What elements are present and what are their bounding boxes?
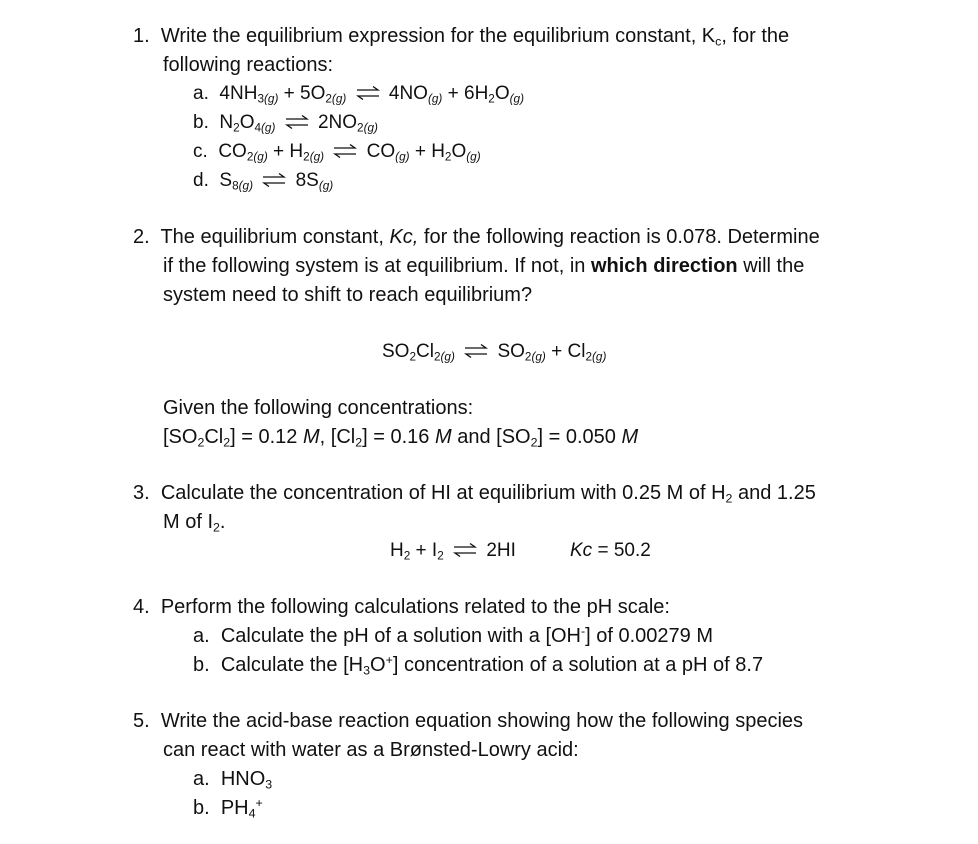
- q3-number: 3.: [133, 482, 150, 504]
- q4-b-end: ] concentration of a solution at a pH of 8.7: [392, 654, 764, 676]
- q1-part-d: d. $S_{8(g)}$ $8S_{(g)}$: [193, 170, 334, 193]
- q3-kc-value: = 50.2: [592, 540, 651, 561]
- q2-concentrations: $[SO_2Cl_2] = 0.12$ M, $[Cl_2] = 0.16$ M and $[SO_2] = 0.050$ M: [163, 426, 639, 450]
- q5-number: 5.: [133, 710, 150, 732]
- q1-a-r0: 4NH: [219, 83, 258, 104]
- q5-a-text: HNO: [220, 768, 266, 790]
- q2-line2-b: will the: [737, 255, 805, 277]
- q3-line1-end: and 1.25: [732, 482, 816, 504]
- q2-line2: [163, 252, 804, 280]
- q5-line2: can react with water as a Brønsted-Lowry acid:: [163, 739, 579, 761]
- q5-b-text: PH: [220, 797, 249, 819]
- q5-b-sub: 4: [248, 806, 256, 821]
- q2-kc: Kc,: [389, 226, 419, 248]
- q5-part-a: [193, 765, 272, 793]
- q1-line1: [133, 22, 789, 50]
- q2-given-label: Given the following concentrations:: [163, 397, 474, 419]
- q1-number: 1.: [133, 25, 150, 47]
- q3-line1-sub: 2: [725, 491, 733, 506]
- q4-line1-text: Perform the following calculations related to the pH scale:: [160, 596, 670, 618]
- q1-a-r5: (g): [331, 92, 347, 106]
- q4-part-a: [193, 622, 713, 650]
- q1-a-products: [389, 83, 524, 104]
- q2-number: 2.: [133, 226, 150, 248]
- q4-b-sup: +: [385, 653, 393, 668]
- q3-line2-end: .: [219, 511, 226, 533]
- equilibrium-arrow-icon: [261, 173, 287, 187]
- q5-line1-text: Write the acid-base reaction equation showing how the following species: [160, 710, 804, 732]
- equilibrium-arrow-icon: [284, 115, 310, 129]
- q5-part-b: [193, 794, 263, 822]
- q4-number: 4.: [133, 596, 150, 618]
- q1-a-p4: O: [494, 83, 510, 104]
- q1-c-label: c.: [193, 141, 208, 162]
- q3-line1: [133, 479, 816, 507]
- equilibrium-arrow-icon: [452, 543, 478, 557]
- q3-line2-text: M of I: [163, 511, 214, 533]
- q1-a-r2: (g): [263, 92, 279, 106]
- q1-a-r4: 2: [325, 92, 332, 106]
- q5-a-sub: 3: [265, 777, 273, 792]
- equilibrium-arrow-icon: [463, 344, 489, 358]
- q4-b-text: Calculate the [H: [220, 654, 364, 676]
- q1-part-a: [193, 80, 524, 108]
- q3-kc: [570, 537, 651, 565]
- q4-part-b: [193, 651, 763, 679]
- q1-a-r3: + 5O: [278, 83, 326, 104]
- q1-a-p0: 4NO: [388, 83, 428, 104]
- q1-a-p3: 2: [488, 92, 495, 106]
- q2-line3: system need to shift to reach equilibrium?: [163, 284, 533, 306]
- q1-b-label: b.: [193, 112, 209, 133]
- q1-a-p1: (g): [427, 92, 443, 106]
- q4-b-mid: O: [370, 654, 386, 676]
- equilibrium-arrow-icon: [355, 86, 381, 100]
- q1-part-b: b. $N_2O_{4(g)}$ $2NO_{2(g)}$: [193, 112, 378, 135]
- q4-a-sup: -: [581, 624, 586, 639]
- q2-line2-a: if the following system is at equilibrium. If not, in: [163, 255, 591, 277]
- q2-line1: [133, 223, 820, 251]
- q4-b-label: b.: [193, 654, 210, 676]
- q3-reaction: $H_2 + I_2$ 2HI: [390, 540, 516, 563]
- q1-d-label: d.: [193, 170, 209, 191]
- q4-line1: [133, 593, 670, 621]
- q1-text: Write the equilibrium expression for the equilibrium constant, K: [160, 25, 716, 47]
- q5-b-label: b.: [193, 797, 210, 819]
- q1-a-p5: (g): [509, 92, 525, 106]
- q4-b-sub: 3: [363, 663, 371, 678]
- q2-line1-b: for the following reaction is 0.078. Determine: [418, 226, 820, 248]
- q3-line2-sub: 2: [213, 520, 220, 535]
- q5-b-sup: +: [255, 796, 263, 811]
- q1-text-end: , for the: [721, 25, 790, 47]
- q1-line2: following reactions:: [163, 54, 334, 76]
- q3-kc-label: Kc: [570, 540, 593, 561]
- q2-bold-direction: which direction: [590, 255, 738, 277]
- q3-line1-text: Calculate the concentration of HI at equilibrium with 0.25 M of H: [160, 482, 726, 504]
- q4-a-label: a.: [193, 625, 210, 647]
- q4-a-text: Calculate the pH of a solution with a [OH: [220, 625, 581, 647]
- q1-kc-sub: c: [715, 34, 722, 49]
- equilibrium-arrow-icon: [332, 144, 358, 158]
- q2-reaction: $SO_2Cl_{2(g)}$ $SO_{2(g)} + Cl_{2(g)}$: [382, 341, 607, 364]
- q4-a-end: ] of 0.00279 M: [585, 625, 714, 647]
- q5-a-label: a.: [193, 768, 210, 790]
- q2-line1-a: The equilibrium constant,: [160, 226, 390, 248]
- q1-a-label: a.: [193, 83, 209, 104]
- q1-a-r1: 3: [257, 92, 264, 106]
- q1-a-p2: + 6H: [442, 83, 489, 104]
- q5-line1: [133, 707, 803, 735]
- q1-a-reactants: [219, 83, 346, 104]
- q1-part-c: c. $CO_{2(g)} + H_{2(g)}$ $CO_{(g)} + H_2O_{(g)}$: [193, 141, 481, 164]
- q3-line2: [163, 508, 225, 536]
